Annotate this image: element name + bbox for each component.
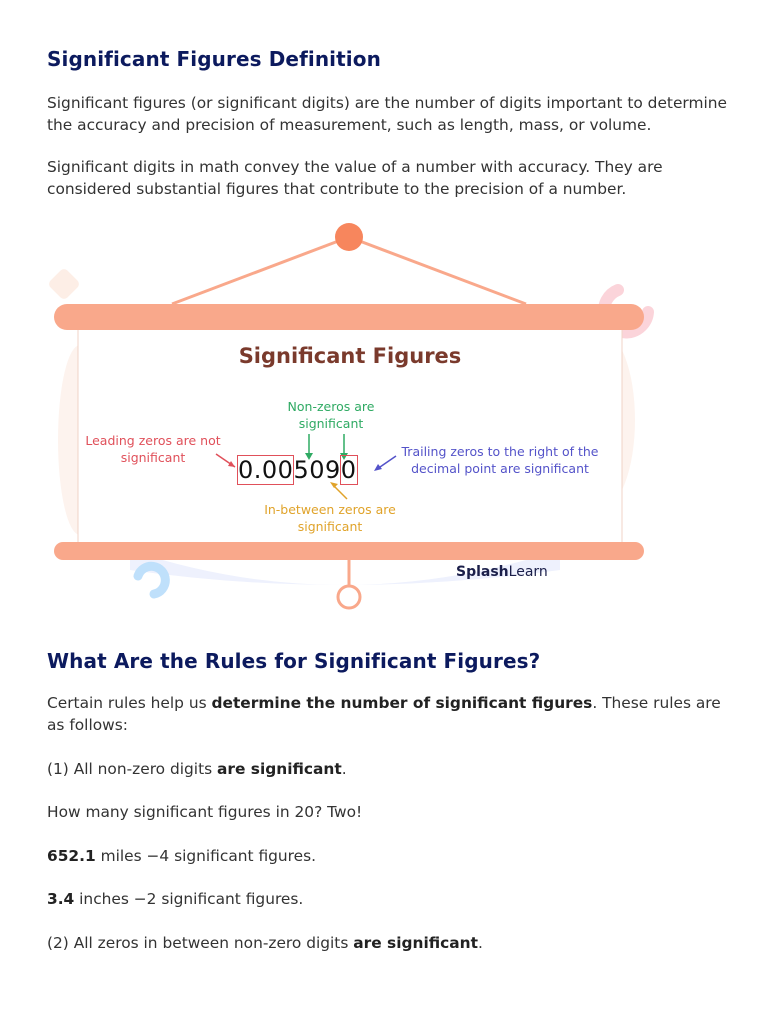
board-bottom-rail [54, 542, 644, 560]
trailing-zeros-label: Trailing zeros to the right of the decimal point are significant [401, 444, 599, 476]
page-title: Significant Figures Definition [47, 47, 381, 71]
significant-core-digits: 509 [293, 456, 341, 484]
pull-ring [338, 586, 360, 608]
hanger-string-left [172, 237, 349, 304]
inbetween-zeros-label: In-between zeros are significant [264, 502, 396, 534]
question-20: How many significant figures in 20? Two! [47, 803, 363, 821]
rules-intro: Certain rules help us determine the number of significant figures. These rules are as follows: [47, 694, 721, 734]
decor-blue-hook [138, 566, 165, 594]
significant-figures-illustration [40, 220, 680, 640]
leading-zeros-label: Leading zeros are not significant [85, 433, 221, 465]
hanger-string-right [349, 237, 526, 304]
board-top-rail [54, 304, 644, 330]
rule-1: (1) All non-zero digits are significant. [47, 760, 347, 778]
trailing-zero-box: 0 [340, 456, 357, 484]
rule-2: (2) All zeros in between non-zero digits are significant. [47, 934, 483, 952]
rules-heading: What Are the Rules for Significant Figures? [47, 649, 541, 673]
example-number [238, 456, 357, 484]
figure-title: Significant Figures [238, 344, 462, 368]
example-652: 652.1 miles −4 significant figures. [47, 847, 317, 865]
accuracy-paragraph: Significant digits in math convey the value of a number with accuracy. They are considered substantial figures that contribute to the precision of a number. [47, 158, 663, 198]
splashlearn-logo [456, 564, 548, 580]
nonzero-label: Non-zeros are significant [287, 399, 375, 431]
brand-bold: Splash [456, 564, 509, 580]
decor-diamond [47, 267, 81, 301]
example-3-4: 3.4 inches −2 significant figures. [47, 890, 304, 908]
brand-rest: Learn [508, 564, 548, 580]
hanger-pin [335, 223, 363, 251]
leading-zeros-box: 0.00 [238, 456, 294, 484]
definition-paragraph: Significant figures (or significant digits) are the number of digits important to determine the accuracy and precision of measurement, such as length, mass, or volume. [47, 94, 727, 134]
